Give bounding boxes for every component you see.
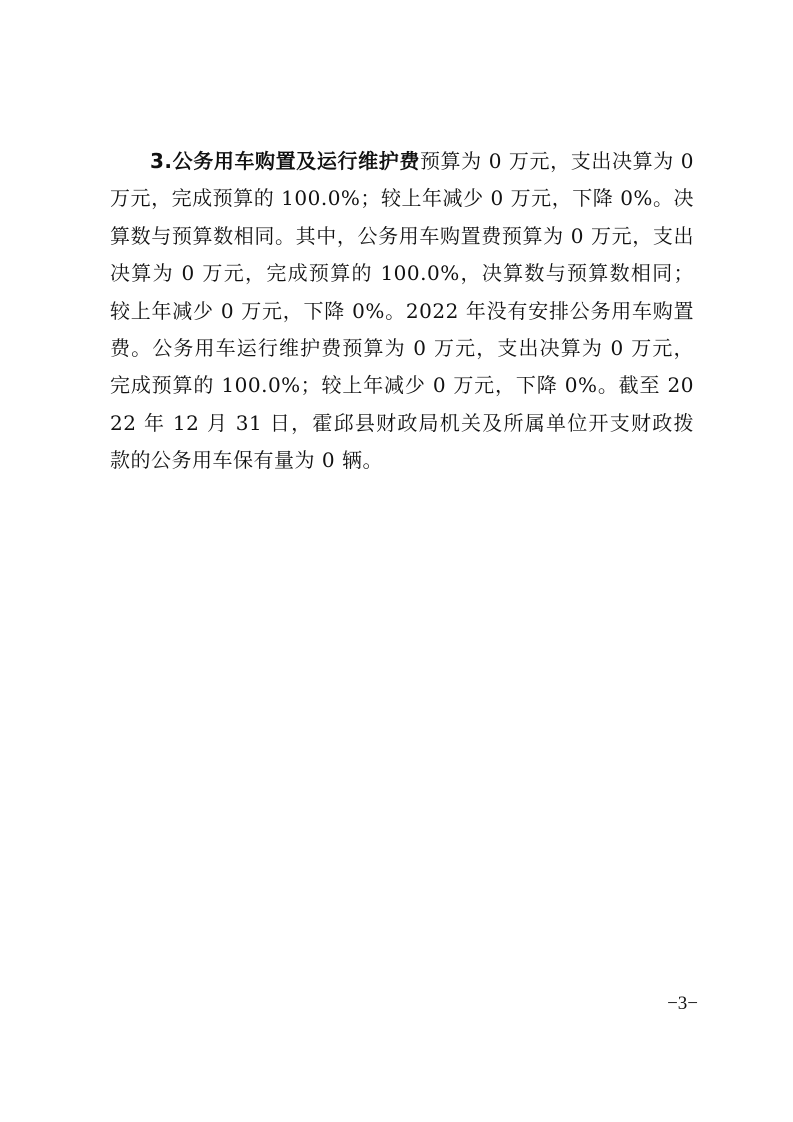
section-heading: 3.公务用车购置及运行维护费: [150, 149, 420, 173]
body-paragraph: [110, 143, 694, 480]
paragraph-text: 预算为 0 万元，支出决算为 0 万元，完成预算的 100.0%；较上年减少 0 万元，下降 0%。决算数与预算数相同。其中，公务用车购置费预算为 0 万元，支出决算为 0 万元，完成预算的 100.0%，决算数与预算数相同；较上年减少 0 万元，下降 0%。2022 年没有安排公务用车购置费。公务用车运行维护费预算为 0 万元，支出决算为 0 万元，完成预算的 100.0%；较上年减少 0 万元，下降 0%。截至 2022 年 12 月 31 日，霍邱县财政局机关及所属单位开支财政拨款的公务用车保有量为 0 辆。: [110, 149, 694, 473]
page-number: −3−: [667, 993, 698, 1014]
